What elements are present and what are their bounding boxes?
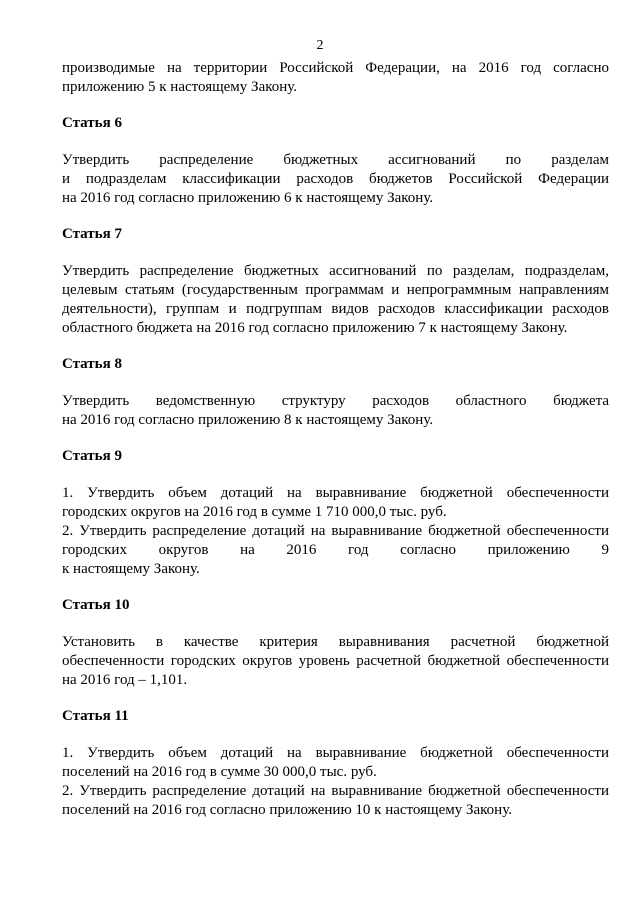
article-7-text bbox=[62, 262, 609, 338]
article-9-heading: Статья 9 bbox=[62, 448, 122, 464]
article-11-heading: Статья 11 bbox=[62, 708, 129, 724]
article-8-heading: Статья 8 bbox=[62, 356, 122, 372]
intro-paragraph bbox=[62, 59, 609, 97]
article-10-text bbox=[62, 633, 609, 690]
text-line: на 2016 год согласно приложению 6 к настоящему Закону. bbox=[62, 190, 434, 206]
text-line: производимые на территории Российской Федерации, на 2016 год согласно bbox=[62, 60, 609, 76]
text-line: и подразделам классификации расходов бюджетов Российской Федерации bbox=[62, 171, 609, 187]
article-7-heading: Статья 7 bbox=[62, 226, 122, 242]
text-line: городских округов на 2016 год согласно приложению 9 bbox=[62, 542, 609, 558]
text-line: 2. Утвердить распределение дотаций на выравнивание бюджетной обеспеченности bbox=[62, 783, 609, 799]
text-line: 2. Утвердить распределение дотаций на выравнивание бюджетной обеспеченности bbox=[62, 523, 609, 539]
article-8-text bbox=[62, 392, 609, 430]
text-line: обеспеченности городских округов уровень расчетной бюджетной обеспеченности bbox=[62, 653, 609, 669]
document-body bbox=[62, 59, 609, 820]
text-line: деятельности), группам и подгруппам видов расходов классификации расходов bbox=[62, 301, 609, 317]
article-10-heading: Статья 10 bbox=[62, 597, 130, 613]
text-line: 1. Утвердить объем дотаций на выравнивание бюджетной обеспеченности bbox=[62, 485, 609, 501]
text-line: поселений на 2016 год согласно приложению 10 к настоящему Закону. bbox=[62, 802, 512, 818]
text-line: Установить в качестве критерия выравнивания расчетной бюджетной bbox=[62, 634, 609, 650]
text-line: 1. Утвердить объем дотаций на выравнивание бюджетной обеспеченности bbox=[62, 745, 609, 761]
text-line: городских округов на 2016 год в сумме 1 710 000,0 тыс. руб. bbox=[62, 504, 447, 520]
text-line: поселений на 2016 год в сумме 30 000,0 тыс. руб. bbox=[62, 764, 377, 780]
article-6-heading: Статья 6 bbox=[62, 115, 122, 131]
page-number: 2 bbox=[316, 38, 324, 53]
text-line: Утвердить распределение бюджетных ассигнований по разделам bbox=[62, 152, 609, 168]
text-line: приложению 5 к настоящему Закону. bbox=[62, 79, 298, 95]
text-line: на 2016 год согласно приложению 8 к настоящему Закону. bbox=[62, 412, 434, 428]
text-line: Утвердить ведомственную структуру расходов областного бюджета bbox=[62, 393, 609, 409]
text-line: к настоящему Закону. bbox=[62, 561, 200, 577]
text-line: на 2016 год – 1,101. bbox=[62, 672, 188, 688]
article-9-text bbox=[62, 484, 609, 579]
text-line: областного бюджета на 2016 год согласно приложению 7 к настоящему Закону. bbox=[62, 320, 568, 336]
article-11-text bbox=[62, 744, 609, 820]
text-line: целевым статьям (государственным программам и непрограммным направлениям bbox=[62, 282, 609, 298]
article-6-text bbox=[62, 151, 609, 208]
text-line: Утвердить распределение бюджетных ассигнований по разделам, подразделам, bbox=[62, 263, 609, 279]
